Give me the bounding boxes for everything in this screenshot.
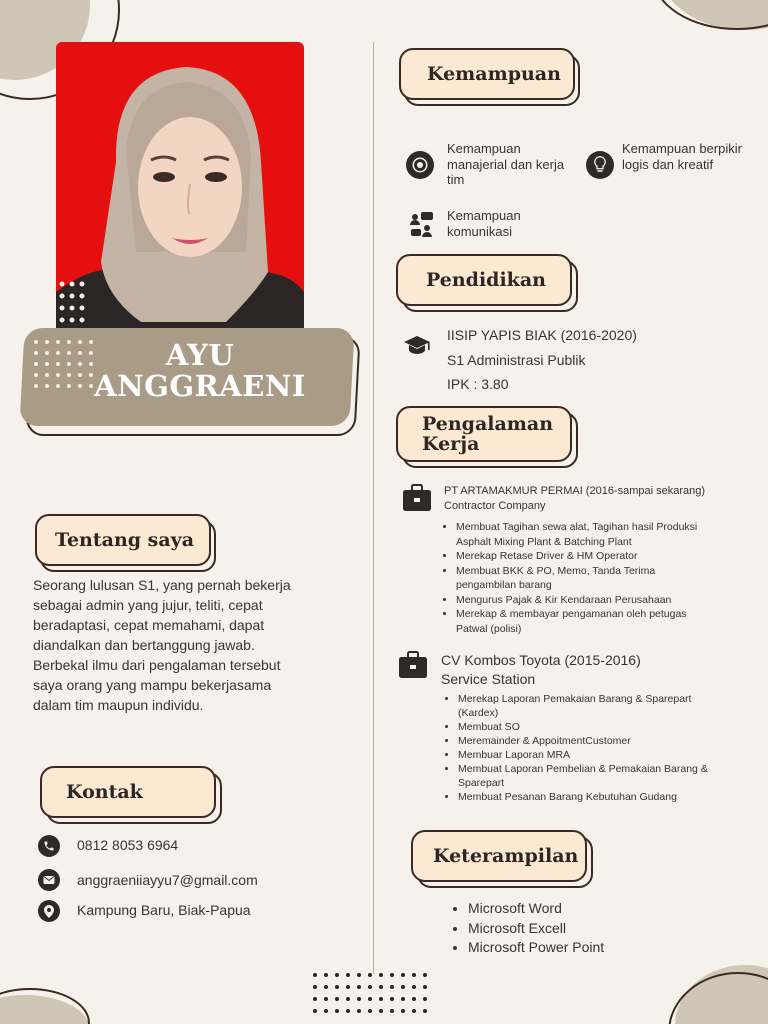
job-2-tasks (444, 692, 724, 804)
education-heading: Pendidikan (426, 268, 546, 291)
job-2-task: • Membuat Pesanan Barang Kebutuhan Gudang (458, 790, 724, 804)
ability-2: Kemampuan berpikir logis dan kreatif (622, 141, 742, 172)
contact-phone: 0812 8053 6964 (77, 837, 179, 853)
experience-heading (422, 414, 553, 454)
about-text: Seorang lulusan S1, yang pernah bekerja sebagai admin yang jujur, teliti, cepat beradaptasi, cepat memahami, dapat diandalkan dan bertanggung jawab. Berbekal ilmu dari pengalaman tersebut saya orang yang mampu bekerjasama dalam tim maupun individu. (33, 577, 291, 713)
ability-1: Kemampuan manajerial dan kerja tim (447, 141, 565, 187)
experience-heading-pill (396, 406, 572, 462)
email-icon (38, 869, 60, 891)
job-2-type: Service Station (441, 671, 536, 687)
job-2-company: CV Kombos Toyota (2015-2016) (441, 652, 641, 668)
job-1-task: • Mengurus Pajak & Kir Kendaraan Perusahaan (456, 593, 710, 608)
skill-item: • Microsoft Power Point (468, 938, 604, 958)
education-gpa: IPK : 3.80 (447, 376, 509, 392)
job-1-type: Contractor Company (444, 500, 546, 512)
bottom-left-ring (0, 988, 90, 1024)
contact-heading: Kontak (66, 780, 143, 803)
portrait-illustration (56, 42, 304, 342)
bottom-right-ring (668, 972, 768, 1024)
location-icon (38, 900, 60, 922)
education-degree: S1 Administrasi Publik (447, 352, 586, 368)
skill-item: • Microsoft Word (468, 899, 604, 919)
job-2-task: • Membuat Laporan Pembelian & Pemakaian Barang & Sparepart (458, 762, 724, 790)
job-1-task: • Merekap Retase Driver & HM Operator (456, 549, 710, 564)
experience-heading-line-2: Kerja (422, 433, 480, 455)
ability-3: Kemampuan komunikasi (447, 208, 521, 239)
briefcase-icon (402, 484, 432, 517)
column-divider (373, 42, 374, 974)
experience-heading-line-1: Pengalaman (422, 413, 554, 435)
bottom-dot-pattern (313, 973, 427, 1013)
about-heading-pill (35, 514, 211, 566)
communication-icon (408, 210, 436, 238)
team-target-icon (406, 151, 434, 179)
job-1-tasks (442, 520, 710, 636)
briefcase-icon (398, 651, 428, 684)
skills-heading: Keterampilan (433, 844, 579, 867)
job-2-task: • Membuar Laporan MRA (458, 748, 724, 762)
lightbulb-icon (586, 151, 614, 179)
profile-photo (56, 42, 304, 342)
job-1-company: PT ARTAMAKMUR PERMAI (2016-sampai sekarang) (444, 485, 706, 497)
skill-item: • Microsoft Excell (468, 919, 604, 939)
name-line-2: ANGGRAENI (94, 369, 306, 403)
job-1-task: • Membuat BKK & PO, Memo, Tanda Terima pengambilan barang (456, 564, 710, 593)
top-right-ring (652, 0, 768, 30)
about-heading: Tentang saya (55, 528, 195, 551)
phone-icon (38, 835, 60, 857)
education-heading-pill (396, 254, 572, 306)
graduation-cap-icon (403, 335, 431, 360)
abilities-heading: Kemampuan (427, 62, 561, 85)
education-school: IISIP YAPIS BIAK (2016-2020) (447, 327, 637, 343)
job-2-task: • Merekap Laporan Pemakaian Barang & Sparepart (Kardex) (458, 692, 724, 720)
full-name (40, 340, 360, 402)
job-1-task: • Merekap & membayar pengamanan oleh petugas Patwal (polisi) (456, 607, 710, 636)
name-line-1: AYU (165, 338, 235, 372)
abilities-heading-pill (399, 48, 575, 100)
job-2-task: • Membuat SO (458, 720, 724, 734)
contact-address: Kampung Baru, Biak-Papua (77, 902, 251, 918)
contact-heading-pill (40, 766, 216, 818)
skills-list (450, 899, 604, 958)
job-1-task: • Membuat Tagihan sewa alat, Tagihan hasil Produksi Asphalt Mixing Plant & Batching Plant (456, 520, 710, 549)
contact-email: anggraeniiayyu7@gmail.com (77, 872, 258, 888)
skills-heading-pill (411, 830, 587, 882)
job-2-task: • Meremainder & AppoitmentCustomer (458, 734, 724, 748)
